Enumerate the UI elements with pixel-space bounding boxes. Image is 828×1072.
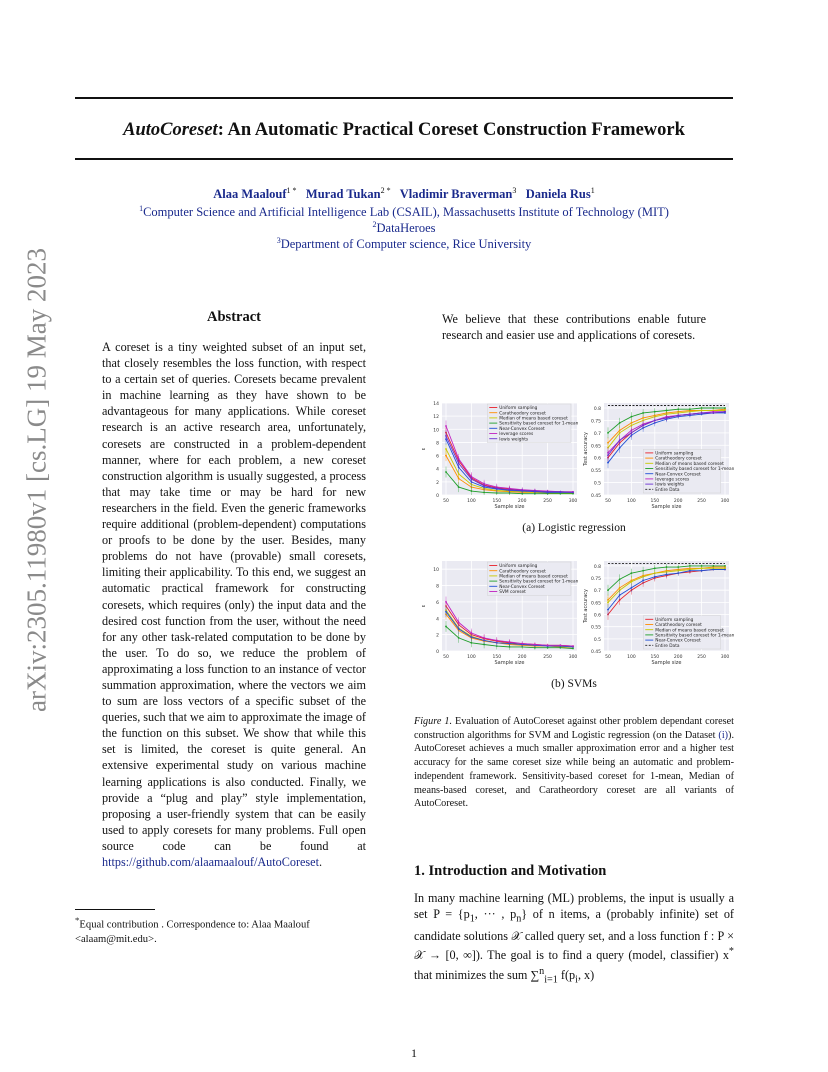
data-point [654,576,656,578]
data-point [677,408,679,410]
footnote: *Equal contribution . Correspondence to: Alaa Maalouf <alaam@mit.edu>. [75,915,310,945]
x-tick-label: 200 [673,499,683,504]
x-tick-label: 300 [720,499,730,504]
x-axis-label: Sample size [494,660,525,666]
data-point [496,639,498,641]
contribution-text: We believe that these contributions enable future research and easier use and applications of coresets. [442,312,706,343]
legend-label: Caratheodory coreset [499,569,546,575]
y-tick-label: 8 [436,441,439,447]
y-tick-label: 0.5 [593,481,601,487]
data-point [666,573,668,575]
data-point [458,463,460,465]
data-point [642,570,644,572]
legend-label: Sensitivity based coreset for 1-mean [499,579,579,585]
x-tick-label: 250 [697,499,706,504]
data-point [712,412,714,414]
data-point [572,645,574,647]
legend-label: lewis weights [499,437,529,443]
y-axis-label: Test accuracy [583,432,589,466]
data-point [572,491,574,493]
data-point [458,637,460,639]
data-point [701,567,703,569]
data-point [607,454,609,456]
y-tick-label: 0.45 [590,650,601,655]
data-point [445,448,447,450]
data-point [445,601,447,603]
chart-svm-error [421,561,579,666]
affiliation-sup: 3 [276,236,281,245]
legend-label: leverage scores [655,477,690,483]
x-tick-label: 50 [605,499,611,504]
legend-label: lewis weights [655,482,685,488]
y-axis-label: ε [421,447,427,451]
data-point [701,412,703,414]
data-point [458,621,460,623]
y-tick-label: 10 [433,428,439,434]
y-tick-label: 0.8 [593,564,601,570]
data-point [654,411,656,413]
data-point [619,439,621,441]
data-point [654,567,656,569]
y-tick-label: 0.65 [590,444,601,450]
data-point [445,611,447,613]
y-tick-label: 0.6 [593,456,601,462]
subcaption-b: (b) SVMs [551,678,597,690]
footnote-rule [75,909,155,910]
data-point [724,565,726,567]
legend-label: Near-Convex Coreset [499,584,545,590]
chart-svm-accuracy [583,561,734,666]
data-point [701,410,703,412]
x-tick-label: 50 [443,499,449,504]
data-point [521,643,523,645]
figure-caption [414,715,734,811]
abstract-text: A coreset is a tiny weighted subset of an input set, that closely resembles the loss function, with respect to a certain set of queries. Coresets became prevalent in machine learning as they have shown to be advantageous for many applications. While coreset research is an active research area, unfortunately, coresets are constructed in a problem-dependent manner, where for each problem, a new coreset construction algorithm is usually suggested, a process that may take time or may be hard for new researchers in the field. Even the generic frameworks require additional (problem-dependent) computations or proofs to be done by the user. Besides, many problems do not have (provable) small coresets, limiting their applicability. To this end, we suggest an automatic practical framework for constructing coresets, which requires (only) the input data and the desired cost function from the user, without the need for any other task-related computation to be done by the user. To do so, we reduce the problem of approximating a loss function to an instance of vector summation approximation, where the vectors we aim to sum are loss vectors of a specific subset of the queries, such that we aim to approximate the image of the function on this subset. We show that while this set is limited, the coreset is quite general. An extensive experimental study on various machine learning applications is also conducted. Finally, we provide a “plug and play” style implementation, proposing a user-friendly system that can be easily used to apply coresets for many problems. Full open source code can be found at [102,340,366,853]
data-point [458,628,460,630]
legend-label: Caratheodory coreset [655,623,702,629]
legend-label: Median of means based coreset [655,461,724,467]
data-point [642,580,644,582]
data-point [607,462,609,464]
data-point [712,569,714,571]
data-point [483,485,485,487]
data-point [547,644,549,646]
data-point [607,589,609,591]
y-tick-label: 0.5 [593,637,601,643]
data-point [631,572,633,574]
data-point [471,490,473,492]
arxiv-stamp [17,248,57,712]
legend-label: Median of means based coreset [655,628,724,634]
y-tick-label: 0 [436,494,439,499]
x-tick-label: 100 [627,499,636,504]
author-name[interactable]: Murad Tukan [305,187,381,202]
data-point [547,491,549,493]
section-title: 1. Introduction and Motivation [414,863,607,879]
x-tick-label: 50 [443,655,449,660]
data-point [677,415,679,417]
data-point [559,491,561,493]
subcaption-a: (a) Logistic regression [522,522,626,534]
y-tick-label: 6 [436,454,439,460]
y-tick-label: 0.75 [590,577,601,583]
data-point [607,609,609,611]
x-axis-label: Sample size [651,504,682,510]
x-tick-label: 300 [568,655,578,660]
y-tick-label: 0 [436,650,439,655]
data-point [619,594,621,596]
data-point [724,411,726,413]
data-point [458,486,460,488]
data-point [666,566,668,568]
y-tick-label: 0.55 [590,469,601,475]
y-tick-label: 4 [436,467,439,473]
data-point [534,644,536,646]
data-point [666,417,668,419]
title-bottom-rule [75,158,733,160]
chart-logistic-error [421,401,579,510]
legend-label: Entire Data [655,643,680,649]
figure-b [414,553,734,673]
y-tick-label: 14 [433,402,439,407]
x-tick-label: 300 [568,499,578,504]
x-tick-label: 300 [720,655,730,660]
y-tick-label: 0.65 [590,601,601,607]
data-point [509,489,511,491]
data-point [572,648,574,650]
data-point [445,471,447,473]
data-point [471,642,473,644]
legend-label: Entire Data [655,487,680,493]
y-tick-label: 12 [433,415,439,421]
data-point [607,601,609,603]
data-point [445,425,447,427]
affiliation [75,204,733,220]
abstract-body [102,339,366,870]
author-sup: 1 [590,186,595,195]
caption-text: Evaluation of AutoCoreset against other problem dependant coreset construction algorithms for SVM and Logistic regression (on the Dataset [414,716,734,741]
source-code-link[interactable]: https://github.com/alaamaalouf/AutoCoreset [102,855,319,869]
data-point [712,565,714,567]
x-tick-label: 200 [673,655,683,660]
y-tick-label: 8 [436,584,439,590]
figure-a [414,393,734,518]
y-axis-label: ε [421,604,427,608]
data-point [724,407,726,409]
x-tick-label: 250 [543,655,552,660]
legend-label: Uniform sampling [655,617,694,623]
legend-label: Near-Convex Coreset [655,472,701,478]
y-tick-label: 4 [436,617,439,623]
x-tick-label: 200 [517,655,527,660]
x-tick-label: 100 [627,655,636,660]
author-sup: 1 * [286,186,297,195]
y-tick-label: 0.6 [593,613,601,619]
x-tick-label: 150 [492,655,502,660]
y-tick-label: 0.7 [593,431,601,437]
legend-label: Sensitivity based coreset for 1-mean [655,467,734,473]
affiliation-text: Computer Science and Artificial Intelligence Lab (CSAIL), Massachusetts Institute of Technology (MIT) [143,205,669,220]
data-point [631,587,633,589]
data-point [642,412,644,414]
author-list [75,186,733,202]
y-tick-label: 0.75 [590,419,601,425]
data-point [521,490,523,492]
data-point [689,570,691,572]
data-point [689,408,691,410]
x-tick-label: 100 [467,499,476,504]
data-point [631,416,633,418]
data-point [607,432,609,434]
x-tick-label: 150 [650,655,660,660]
y-tick-label: 0.8 [593,406,601,412]
paper-title-rest: : An Automatic Practical Coreset Construction Framework [217,120,685,140]
title-top-rule [75,97,733,99]
y-tick-label: 2 [436,480,439,486]
legend-label: Near-Convex Coreset [499,426,545,432]
paper-title-italic: AutoCoreset [123,120,218,140]
author-name[interactable]: Vladimir Braverman [399,187,513,202]
footnote-text: Equal contribution . Correspondence to: Alaa Maalouf [79,919,310,931]
figure-label: Figure 1. [414,716,452,727]
legend-label: Caratheodory coreset [499,411,546,417]
y-tick-label: 0.45 [590,494,601,499]
x-tick-label: 100 [467,655,476,660]
data-point [619,447,621,449]
data-point [559,647,561,649]
x-tick-label: 200 [517,499,527,504]
y-tick-label: 0.7 [593,589,601,595]
legend-label: SVM coreset [499,590,526,596]
author-sup: 3 [512,186,517,195]
paper-title [75,120,733,141]
legend-label: leverage scores [499,432,534,438]
legend-label: Near-Convex Coreset [655,638,701,644]
x-axis-label: Sample size [494,504,525,510]
y-tick-label: 2 [436,633,439,639]
legend-label: Sensitivity based coreset for 1-mean [499,421,579,427]
footnote-email[interactable]: <alaam@mit.edu>. [75,933,157,945]
x-tick-label: 250 [543,499,552,504]
author-name[interactable]: Daniela Rus [525,187,591,202]
data-point [642,424,644,426]
data-point [534,490,536,492]
data-point [471,632,473,634]
data-point [701,570,703,572]
data-point [631,581,633,583]
x-axis-label: Sample size [651,660,682,666]
data-point [496,488,498,490]
author-name[interactable]: Alaa Maalouf [213,187,287,202]
data-point [724,569,726,571]
affiliation [75,220,733,236]
affiliation-text: Department of Computer science, Rice University [280,237,532,252]
legend-label: Median of means based coreset [499,574,568,580]
caption-text-2: ). AutoCoreset achieves a much smaller approximation error and a higher test accuracy for the same coreset size while being an automatic and problem-independent framework. Sensitivity-based coreset for 1-mean, Median of means-based coreset, and Caratheordory coreset are all variants of AutoCoreset. [414,729,734,810]
legend-label: Uniform sampling [499,406,538,412]
x-tick-label: 150 [492,499,502,504]
dataset-ref-link[interactable]: (i) [718,729,729,741]
y-tick-label: 6 [436,600,439,606]
legend-label: Median of means based coreset [499,416,568,422]
legend-label: Uniform sampling [655,451,694,457]
data-point [483,491,485,493]
x-tick-label: 150 [650,499,660,504]
author-sup: 2 * [380,186,391,195]
data-point [701,565,703,567]
chart-logistic-accuracy [583,403,734,510]
data-point [509,641,511,643]
abstract-end: . [318,855,323,869]
y-axis-label: Test accuracy [583,589,589,623]
affiliation-text: DataHeroes [376,221,436,236]
page-number: 1 [411,1046,417,1060]
intro-text: In many machine learning (ML) problems, the input is usually a set $P = \{p_1$, ··· , $p_n$} of n items, a (probably infinite) set of candidate solutions 𝒳 called query set, and a loss function f : P × 𝒳 → [0, ∞]). The goal is to find a query (model, classifier) x* that minimizes the sum ∑$^n_{i=1}$ $f(p_i$, x) [414,891,734,986]
data-point [689,565,691,567]
affiliation [75,236,733,252]
affiliation-sup: 1 [139,204,144,213]
x-tick-label: 250 [697,655,706,660]
data-point [483,637,485,639]
data-point [654,420,656,422]
affiliation-sup: 2 [372,220,377,229]
data-point [559,644,561,646]
data-point [619,578,621,580]
data-point [712,407,714,409]
legend-label: Uniform sampling [499,564,538,570]
y-tick-label: 0.55 [590,625,601,631]
arxiv-stamp-text: arXiv:2305.11980v1 [cs.LG] 19 May 2023 [21,248,52,712]
y-tick-label: 10 [433,568,439,574]
data-point [445,455,447,457]
legend-label: Caratheodory coreset [655,456,702,462]
legend-label: Sensitivity based coreset for 1-mean [655,633,734,639]
data-point [619,422,621,424]
data-point [677,572,679,574]
data-point [631,432,633,434]
data-point [458,473,460,475]
data-point [666,410,668,412]
data-point [701,407,703,409]
data-point [445,435,447,437]
data-point [471,478,473,480]
abstract-heading: Abstract [207,309,261,325]
data-point [619,432,621,434]
data-point [445,626,447,628]
data-point [677,566,679,568]
data-point [689,413,691,415]
x-tick-label: 50 [605,655,611,660]
